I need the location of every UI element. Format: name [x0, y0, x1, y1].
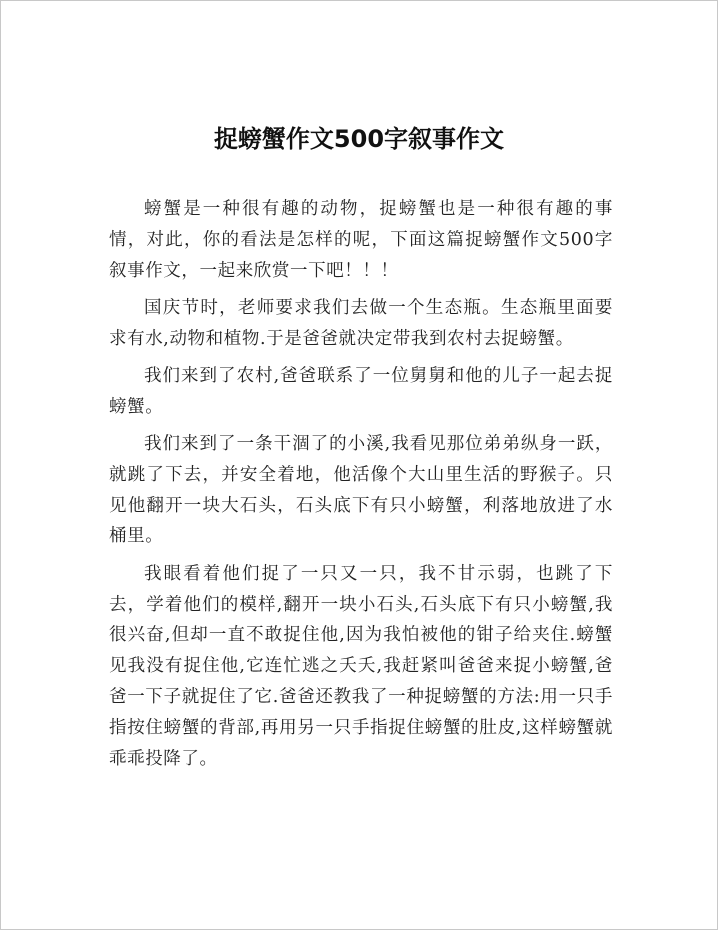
document-body — [109, 194, 613, 781]
paragraph-national-day: 国庆节时，老师要求我们去做一个生态瓶。生态瓶里面要求有水,动物和植物.于是爸爸就决定带我到农村去捉螃蟹。 — [109, 297, 613, 349]
paragraph-stream: 我们来到了一条干涸了的小溪,我看见那位弟弟纵身一跃，就跳了下去，并安全着地，他活像个大山里生活的野猴子。只见他翻开一块大石头，石头底下有只小螃蟹，利落地放进了水桶里。 — [109, 434, 613, 547]
paragraph-catching: 我眼看着他们捉了一只又一只，我不甘示弱，也跳了下去，学着他们的模样,翻开一块小石头,石头底下有只小螃蟹,我很兴奋,但却一直不敢捉住他,因为我怕被他的钳子给夹住.螃蟹见我没有捉住他,它连忙逃之夭夭,我赶紧叫爸爸来捉小螃蟹,爸爸一下子就捉住了它.爸爸还教我了一种捉螃蟹的方法:用一只手指按住螃蟹的背部,再用另一只手指捉住螃蟹的肚皮,这样螃蟹就乖乖投降了。 — [109, 563, 613, 769]
paragraph-intro: 螃蟹是一种很有趣的动物，捉螃蟹也是一种很有趣的事情，对此，你的看法是怎样的呢，下面这篇捉螃蟹作文500字叙事作文，一起来欣赏一下吧！！！ — [109, 199, 613, 281]
document-title: 捉螃蟹作文500字叙事作文 — [213, 125, 505, 153]
paragraph-countryside: 我们来到了农村,爸爸联系了一位舅舅和他的儿子一起去捉螃蟹。 — [109, 365, 613, 417]
